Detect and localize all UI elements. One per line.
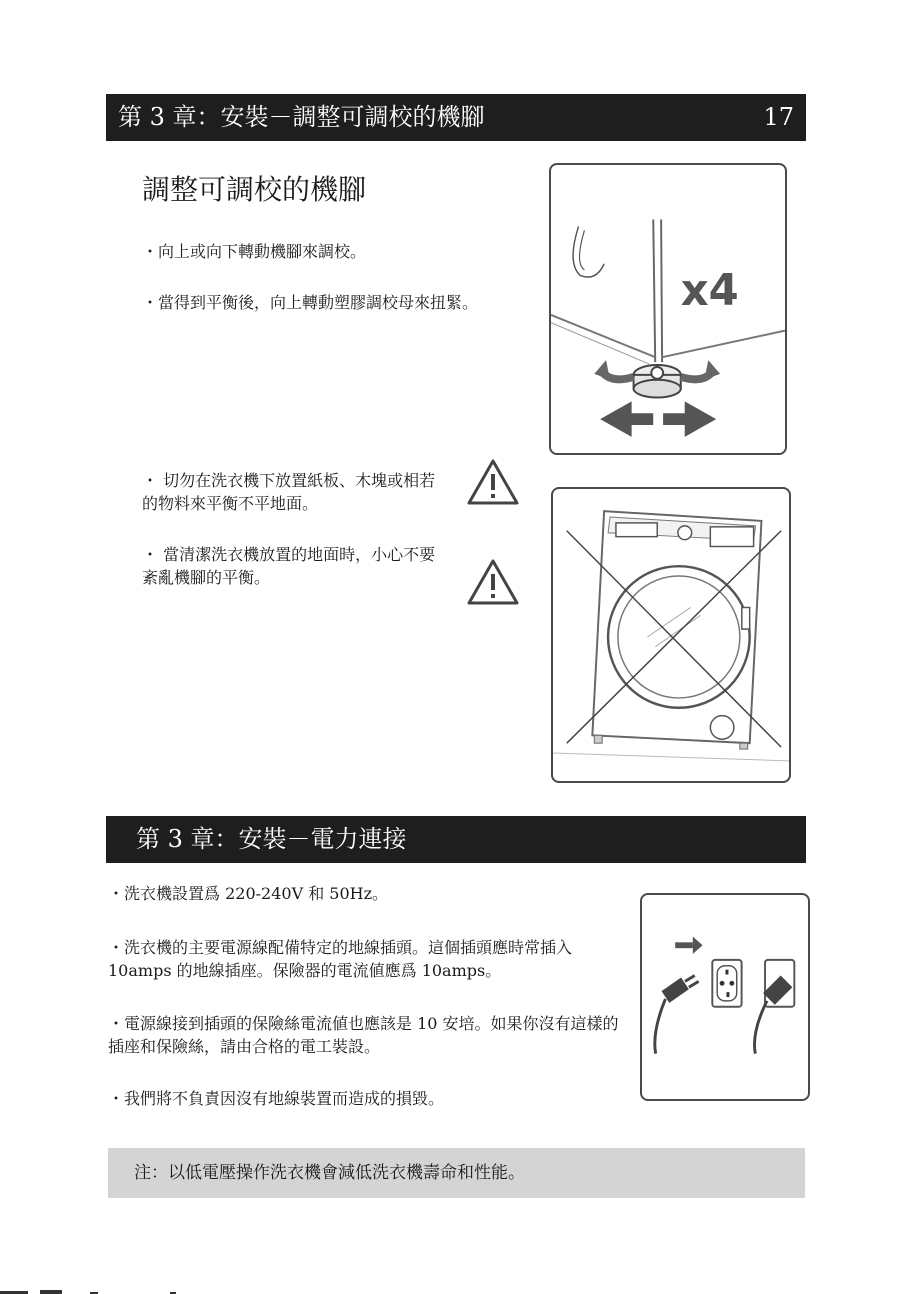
warning-triangle-icon	[466, 458, 520, 506]
chapter-header-electrical	[106, 816, 806, 863]
quantity-label: x4	[680, 266, 739, 317]
chapter-title: 第 3 章：安裝－電力連接	[136, 825, 407, 853]
plug-socket-illustration	[640, 893, 810, 1101]
page-number: 17	[763, 103, 794, 131]
bullet-earthed-plug: ・洗衣機的主要電源線配備特定的地線插頭。這個插頭應時常插入 10amps 的地線插座。保險器的電流値應爲 10amps。	[108, 938, 573, 980]
washing-machine-crossed-illustration	[551, 487, 791, 783]
bullet-tighten-nut: ・當得到平衡後，向上轉動塑膠調校母來扭緊。	[142, 293, 479, 312]
chapter-title: 第 3 章：安裝－調整可調校的機腳	[118, 103, 485, 131]
page-edge-mark	[0, 1288, 200, 1294]
bullet-fuse: ・電源線接到插頭的保險絲電流値也應該是 10 安培。如果你沒有這樣的插座和保險絲，請由合格的電工裝設。	[108, 1014, 619, 1056]
bullet-voltage: ・洗衣機設置爲 220-240V 和 50Hz。	[108, 884, 389, 903]
warning-triangle-icon	[466, 558, 520, 606]
section-heading: 調整可調校的機腳	[142, 173, 367, 206]
warning-text-cleaning-floor: ・ 當清潔洗衣機放置的地面時，小心不要紊亂機腳的平衡。	[142, 545, 436, 587]
note-bar: 注：以低電壓操作洗衣機會減低洗衣機壽命和性能。	[108, 1148, 805, 1198]
chapter-header-adjustable-feet	[106, 94, 806, 141]
bullet-liability: ・我們將不負責因沒有地線裝置而造成的損毀。	[108, 1089, 445, 1108]
adjustable-foot-illustration	[549, 163, 787, 455]
bullet-adjust-feet: ・向上或向下轉動機腳來調校。	[142, 242, 367, 261]
warning-text-no-cardboard: ・ 切勿在洗衣機下放置紙板、木塊或相若的物料來平衡不平地面。	[142, 471, 436, 513]
